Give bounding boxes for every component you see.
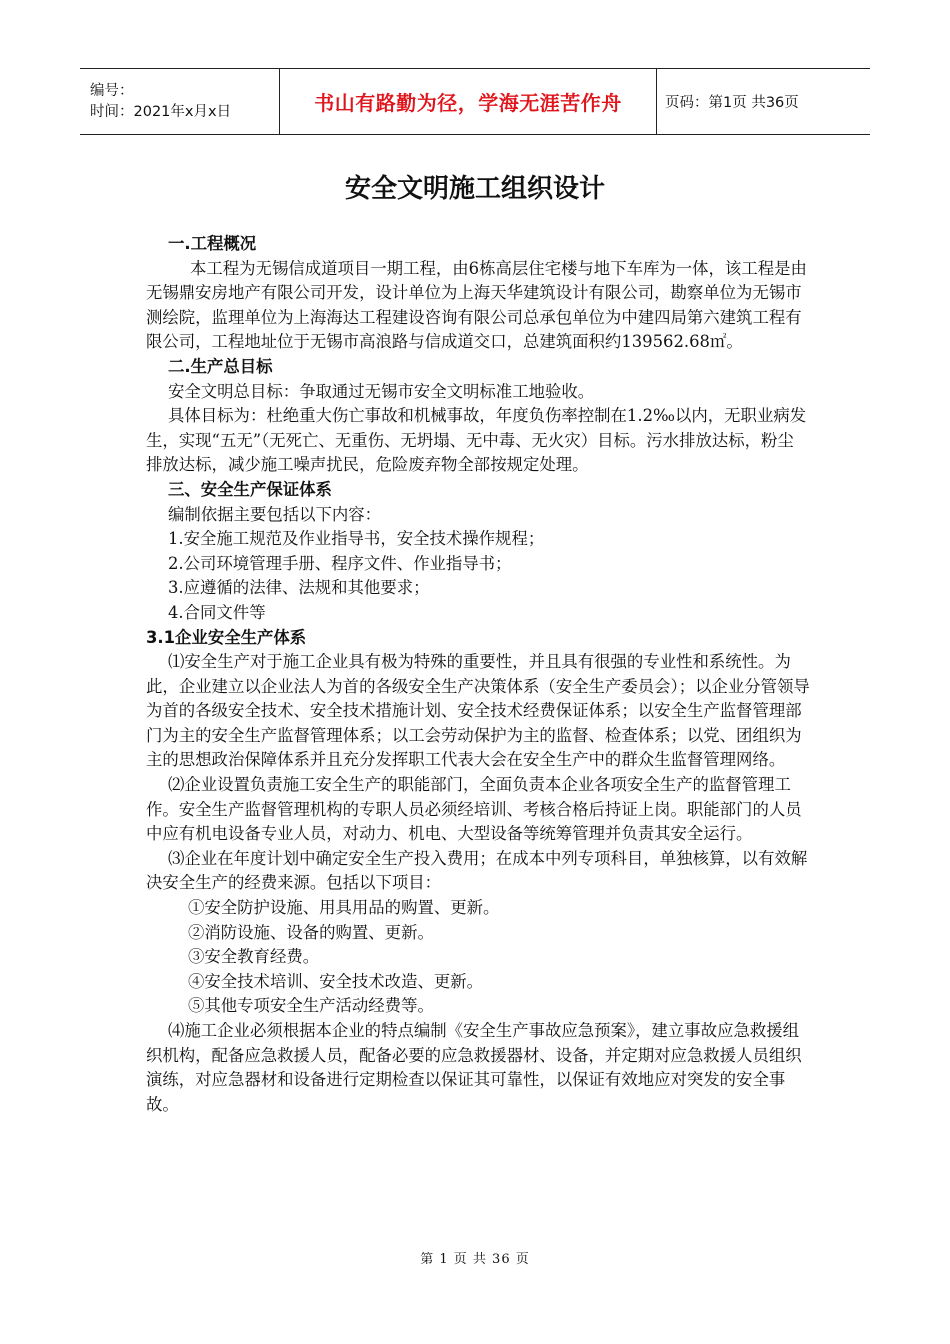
list-item: ④安全技术培训、安全技术改造、更新。	[188, 971, 484, 991]
header-meta	[80, 69, 280, 134]
paragraph: ⑴安全生产对于施工企业具有极为特殊的重要性，并且具有很强的专业性和系统性。为此，企业建立以企业法人为首的各级安全生产决策体系（安全生产委员会）；以企业分管领导为首的各级安全技术、安全技术措施计划、安全技术经费保证体系；以安全生产监督管理部门为主的安全生产监督管理体系；以工会劳动保护为主的监督、检查体系；以党、团组织为主的思想政治保障体系并且充分发挥职工代表大会在安全生产中的群众生监督管理网络。	[146, 652, 810, 770]
paragraph: ⑷施工企业必须根据本企业的特点编制《安全生产事故应急预案》，建立事故应急救援组织机构，配备应急救援人员，配备必要的应急救援器材、设备，并定期对应急救援人员组织演练，对应急器材和设备进行定期检查以保证其可靠性，以保证有效地应对突发的安全事故。	[146, 1021, 802, 1114]
page-header	[80, 68, 870, 135]
page-footer: 第 1 页 共 36 页	[420, 1252, 530, 1267]
list-item: 3.应遵循的法律、法规和其他要求；	[168, 578, 430, 598]
header-motto: 书山有路勤为径，学海无涯苦作舟	[314, 91, 622, 115]
list-item: 2.公司环境管理手册、程序文件、作业指导书；	[168, 553, 512, 573]
section-heading: 一.工程概况	[168, 234, 257, 253]
section-heading: 二.生产总目标	[168, 356, 273, 376]
header-motto-cell	[280, 69, 657, 134]
paragraph: 安全文明总目标：争取通过无锡市安全文明标准工地验收。	[168, 381, 595, 401]
paragraph: 本工程为无锡信成道项目一期工程，由6栋高层住宅楼与地下车库为一体，该工程是由无锡鼎安房地产有限公司开发，设计单位为上海天华建筑设计有限公司，勘察单位为无锡市测绘院，监理单位为上海海达工程建设咨询有限公司总承包单位为中建四局第六建筑工程有限公司，工程地址位于无锡市高浪路与信成道交口，总建筑面积约139562.68㎡。	[146, 258, 807, 352]
list-item: ①安全防护设施、用具用品的购置、更新。	[188, 898, 500, 918]
document-title: 安全文明施工组织设计	[344, 174, 605, 204]
list-item: 4.合同文件等	[168, 602, 266, 622]
document-number-label: 编号：	[90, 82, 134, 99]
document-date: 时间：2021年x月x日	[90, 103, 232, 120]
header-page-info: 页码：第1页 共36页	[665, 95, 799, 111]
header-page-cell	[657, 69, 870, 134]
paragraph: ⑶企业在年度计划中确定安全生产投入费用；在成本中列专项科目，单独核算，以有效解决安全生产的经费来源。包括以下项目：	[146, 848, 808, 893]
paragraph: 具体目标为：杜绝重大伤亡事故和机械事故，年度负伤率控制在1.2‰以内，无职业病发生，实现“五无”（无死亡、无重伤、无坍塌、无中毒、无火灾）目标。污水排放达标，粉尘排放达标，减少施工噪声扰民，危险废弃物全部按规定处理。	[146, 406, 807, 475]
list-item: ⑤其他专项安全生产活动经费等。	[188, 996, 434, 1016]
paragraph: 编制依据主要包括以下内容：	[168, 504, 382, 524]
subsection-heading: 3.1企业安全生产体系	[146, 627, 307, 647]
document-body	[146, 232, 810, 1117]
list-item: ②消防设施、设备的购置、更新。	[188, 922, 434, 942]
section-heading: 三、安全生产保证体系	[168, 479, 332, 499]
paragraph: ⑵企业设置负责施工安全生产的职能部门，全面负责本企业各项安全生产的监督管理工作。安全生产监督管理机构的专职人员必须经培训、考核合格后持证上岗。职能部门的人员中应有机电设备专业人员，对动力、机电、大型设备等统筹管理并负责其安全运行。	[146, 775, 802, 844]
list-item: 1.安全施工规范及作业指导书，安全技术操作规程；	[168, 529, 545, 549]
list-item: ③安全教育经费。	[188, 947, 320, 967]
